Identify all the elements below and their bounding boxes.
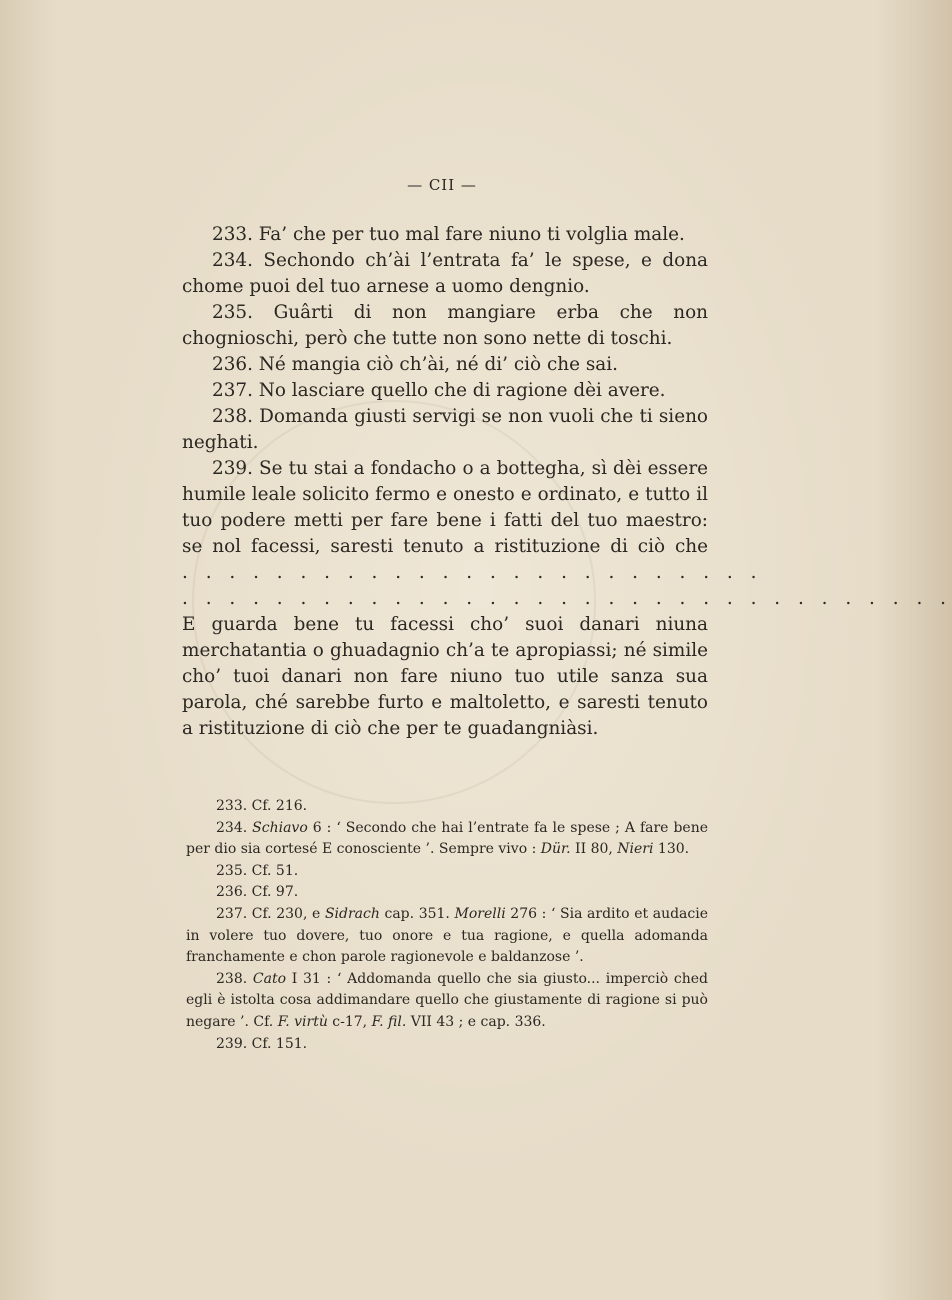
note-234: 234. Schiavo 6 : ‘ Secondo che hai l’entrate fa le spese ; A fare bene per dio sia cortesé E conosciente ’. Sempre vivo : Dür. II 80, Nieri 130. [186, 819, 708, 858]
entry-235: 235. Guârti di non mangiare erba che non chognioschi, però che tutte non sono nette di toschi. [182, 302, 708, 349]
source-ref: Morelli [454, 905, 506, 922]
main-text [182, 222, 952, 742]
source-ref: Nieri [617, 841, 654, 858]
note-236: 236. Cf. 97. [216, 884, 299, 901]
note-233: 233. Cf. 216. [216, 798, 308, 814]
continuation-paragraph: E guarda bene tu facessi cho’ suoi danari niuna merchatantia o ghuadagnio ch’a te apropiassi; né simile cho’ tuoi danari non fare niuno tuo utile sanza sua parola, ché sarebbe furto e maltoletto, e saresti tenuto a ristituzione di ciò che per te guadangniàsi. [182, 614, 708, 739]
source-ref: F. fil. [371, 1013, 407, 1030]
note-239: 239. Cf. 151. [216, 1035, 308, 1052]
note-237: 237. Cf. 230, e Sidrach cap. 351. Morelli 276 : ‘ Sia ardito et audacie in volere tuo dovere, tuo onore e tua ragione, e quella adomanda franchamente e chon parole ragionevole e baldanzose ’. [186, 905, 709, 966]
footnotes [186, 796, 708, 1055]
entry-239-text: 239. Se tu stai a fondacho o a bottegha, sì dèi essere humile leale solicito fermo e onesto e ordinato, e tutto il tuo podere metti per fare bene i fatti del tuo maestro: se nol facessi, saresti tenuto a ristituzione di ciò che [182, 458, 708, 557]
entry-237: 237. No lasciare quello che di ragione dèi avere. [212, 380, 666, 401]
source-ref: F. virtù [277, 1013, 328, 1030]
source-ref: Schiavo [252, 819, 308, 836]
source-ref: Cato [252, 970, 287, 987]
page-number: — CII — [407, 176, 477, 194]
source-ref: Dür. [540, 841, 571, 858]
note-235: 235. Cf. 51. [216, 862, 299, 879]
ellipsis-dots-inline: . . . . . . . . . . . . . . . . . . . . . . . . . [182, 562, 763, 583]
entry-238: 238. Domanda giusti servigi se non vuoli che ti sieno neghati. [182, 406, 708, 453]
entry-233: 233. Fa’ che per tuo mal fare niuno ti volglia male. [212, 224, 685, 245]
note-238: 238. Cato I 31 : ‘ Addomanda quello che sia giusto... imperciò ched egli è istolta cosa addimandare quello che giustamente di ragione si può negare ’. Cf. F. virtù c-17, F. fil. VII 43 ; e cap. 336. [186, 970, 708, 1030]
lacuna-dots-line: . . . . . . . . . . . . . . . . . . . . . . . . . . . . . . . . . [182, 588, 952, 609]
source-ref: Sidrach [324, 905, 380, 922]
entry-234: 234. Sechondo ch’ài l’entrata fa’ le spese, e dona chome puoi del tuo arnese a uomo dengnio. [182, 250, 708, 297]
entry-236: 236. Né mangia ciò ch’ài, né di’ ciò che sai. [212, 354, 618, 375]
entry-239 [182, 456, 763, 586]
